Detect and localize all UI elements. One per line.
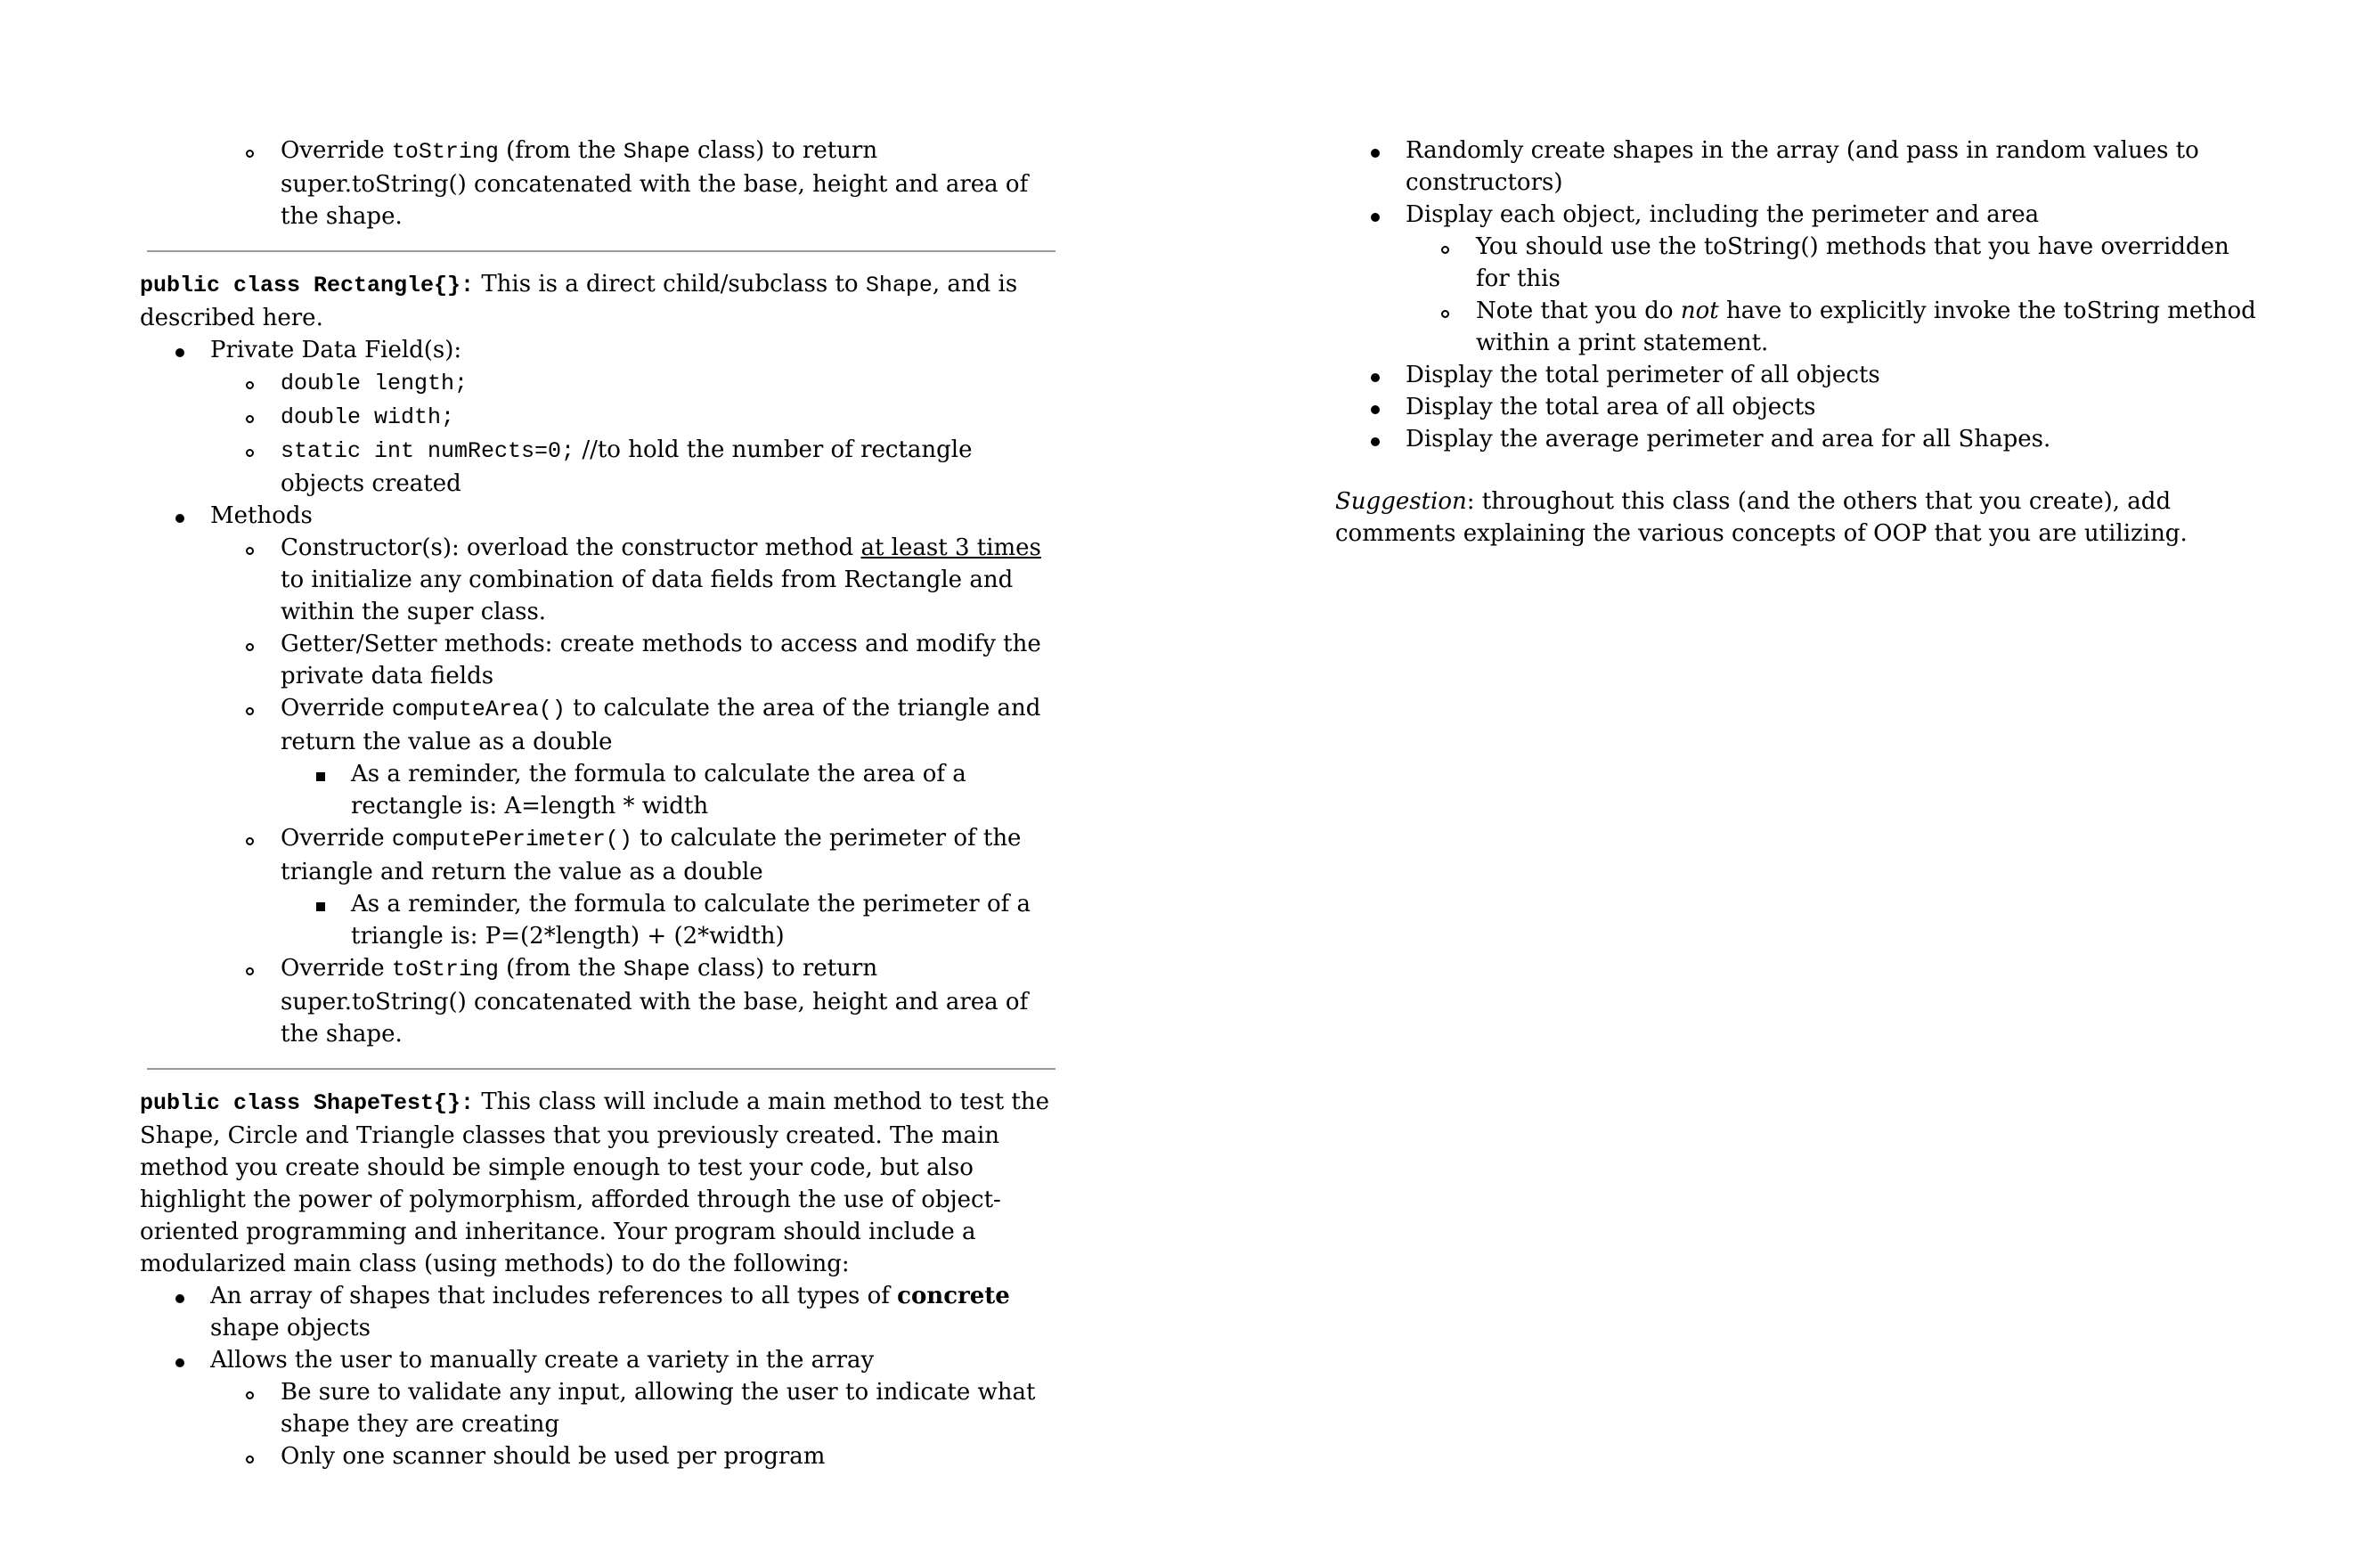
shapetest-class-declaration: public class ShapeTest{}: [140, 1090, 475, 1116]
hollow-bullet-icon [1441, 295, 1449, 327]
hollow-bullet-icon [246, 434, 254, 466]
list-item: As a reminder, the formula to calculate the area of a rectangle is: A=length * width [140, 758, 1063, 822]
list-item: As a reminder, the formula to calculate the perimeter of a triangle is: P=(2*length) + (2*width) [140, 888, 1063, 952]
list-item: Allows the user to manually create a variety in the array [140, 1344, 1063, 1376]
bullet-icon [175, 500, 184, 532]
suggestion-paragraph: Suggestion: throughout this class (and the others that you create), add comments explaining the various concepts of OOP that you are utilizing. [1335, 488, 2188, 547]
list-item: An array of shapes that includes references to all types of concrete shape objects [140, 1280, 1063, 1344]
list-item: Override computeArea() to calculate the area of the triangle and return the value as a double [140, 692, 1063, 758]
list-item: Display each object, including the perimeter and area [1335, 199, 2262, 231]
bullet-icon [175, 334, 184, 366]
hollow-bullet-icon [246, 135, 254, 167]
list-item: Display the average perimeter and area for all Shapes. [1335, 423, 2262, 455]
hollow-bullet-icon [246, 822, 254, 854]
list-item: You should use the toString() methods that you have overridden for this [1335, 231, 2262, 295]
list-item: Display the total area of all objects [1335, 391, 2262, 423]
hollow-bullet-icon [246, 1376, 254, 1408]
square-bullet-icon [316, 888, 325, 920]
shapetest-intro: public class ShapeTest{}: This class will include a main method to test the Shape, Circle and Triangle classes that you previously created. The main method you create should be simple enough to test your code, but also highlight the power of polymorphism, afforded through the use of object-oriented programming and inheritance. Your program should include a modularized main class (using methods) to do the following: [140, 1088, 1049, 1277]
list-item: double length; [140, 366, 1063, 400]
hollow-bullet-icon [246, 692, 254, 724]
square-bullet-icon [316, 758, 325, 790]
bullet-icon [1371, 135, 1380, 167]
hollow-bullet-icon [246, 1440, 254, 1472]
list-item: Override toString (from the Shape class) to return super.toString() concatenated with the base, height and area of the shape. [140, 135, 1063, 232]
list-item: Be sure to validate any input, allowing the user to indicate what shape they are creating [140, 1376, 1063, 1440]
rectangle-class-declaration: public class Rectangle{}: [140, 273, 475, 298]
section-divider [147, 250, 1056, 252]
bullet-icon [1371, 199, 1380, 231]
hollow-bullet-icon [1441, 231, 1449, 263]
list-item: double width; [140, 400, 1063, 434]
list-item: Display the total perimeter of all objects [1335, 359, 2262, 391]
list-item: static int numRects=0; //to hold the number of rectangle objects created [140, 434, 1063, 500]
list-item: Constructor(s): overload the constructor method at least 3 times to initialize any combination of data fields from Rectangle and within the super class. [140, 532, 1063, 628]
hollow-bullet-icon [246, 952, 254, 984]
list-item: Only one scanner should be used per program [140, 1440, 1063, 1472]
list-item: Randomly create shapes in the array (and pass in random values to constructors) [1335, 135, 2262, 199]
list-item: Override toString (from the Shape class) to return super.toString() concatenated with the base, height and area of the shape. [140, 952, 1063, 1050]
bullet-icon [175, 1280, 184, 1312]
hollow-bullet-icon [246, 400, 254, 432]
list-item: Getter/Setter methods: create methods to access and modify the private data fields [140, 628, 1063, 692]
list-item: Private Data Field(s): [140, 334, 1063, 366]
section-divider [147, 1068, 1056, 1070]
right-column [1335, 135, 2262, 550]
hollow-bullet-icon [246, 366, 254, 398]
list-item: Note that you do not have to explicitly invoke the toString method within a print statement. [1335, 295, 2262, 359]
rectangle-intro: public class Rectangle{}: This is a direct child/subclass to Shape, and is described here. [140, 271, 1018, 331]
hollow-bullet-icon [246, 532, 254, 564]
hollow-bullet-icon [246, 628, 254, 660]
bullet-icon [1371, 423, 1380, 455]
bullet-icon [1371, 391, 1380, 423]
list-item: Methods [140, 500, 1063, 532]
bullet-icon [175, 1344, 184, 1376]
left-column [140, 135, 1063, 1472]
bullet-icon [1371, 359, 1380, 391]
list-item: Override computePerimeter() to calculate the perimeter of the triangle and return the value as a double [140, 822, 1063, 888]
